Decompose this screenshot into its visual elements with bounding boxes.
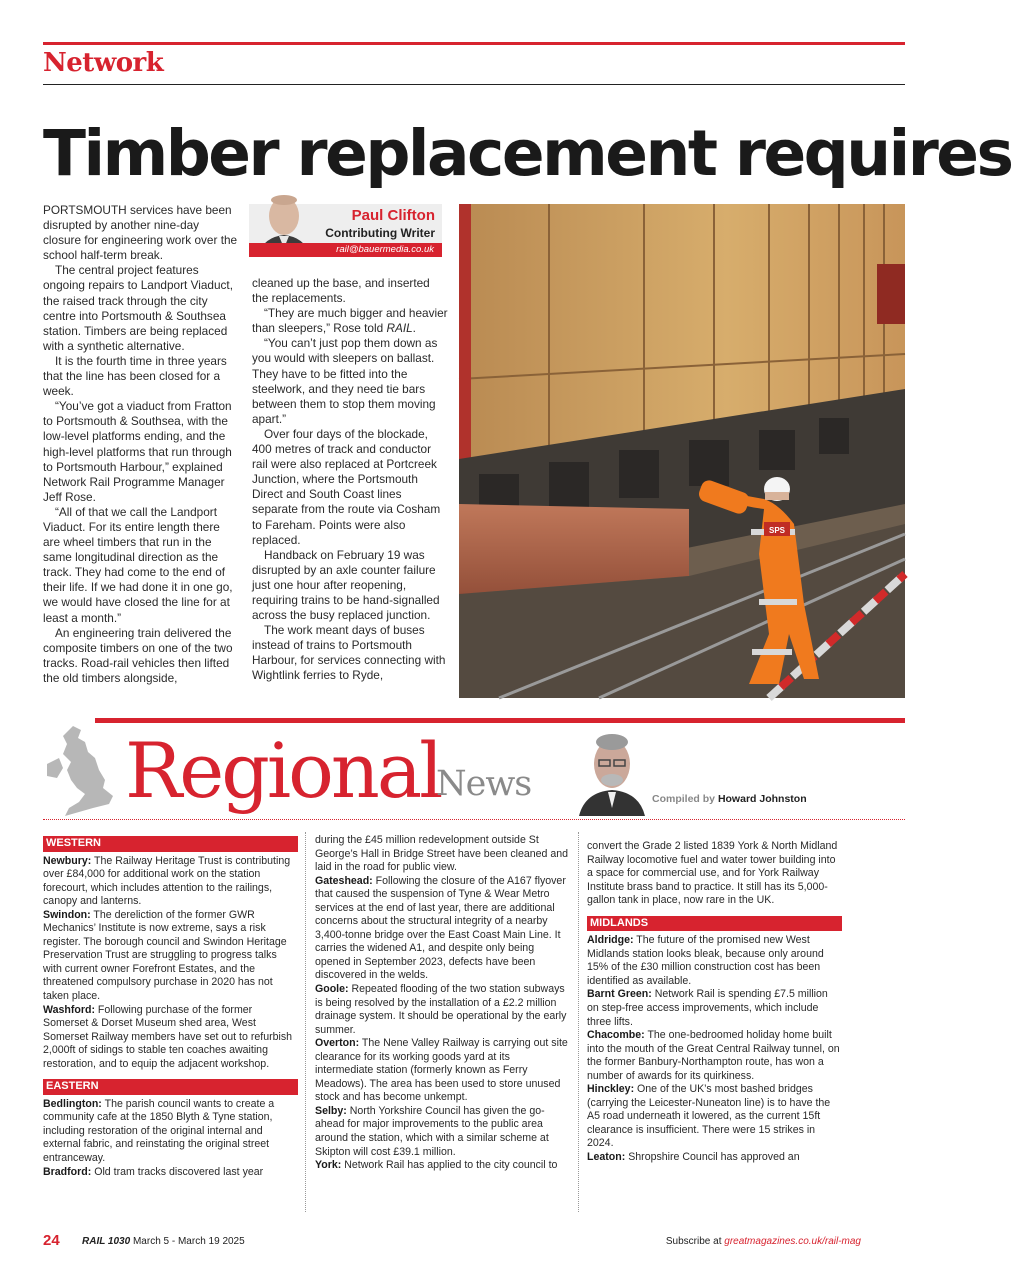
place-name: Gateshead: — [315, 874, 373, 887]
region-heading: MIDLANDS — [587, 916, 842, 932]
news-item — [43, 1098, 298, 1166]
article-photo — [459, 204, 905, 698]
place-name: Selby: — [315, 1104, 347, 1117]
article-column-2 — [252, 276, 448, 684]
paragraph-text: . — [412, 321, 416, 336]
paragraph: “All of that we call the Landport Viaduct. For its entire length there are wheel timbers that run in the same longitudinal direction as the track. They had come to the end of their life. If we had done it in one go, we would have closed the line for at least a month.” — [43, 504, 233, 625]
news-item — [587, 1029, 842, 1083]
region-heading: WESTERN — [43, 836, 298, 852]
item-text: The Railway Heritage Trust is contributing over £84,000 for additional work on the station forecourt, which includes attention to the railings, canopy and lanterns. — [43, 854, 291, 908]
compiled-by — [652, 793, 807, 805]
place-name: Newbury: — [43, 854, 92, 867]
byline-box — [249, 204, 442, 257]
article-column-1 — [43, 203, 238, 686]
place-name: Bradford: — [43, 1165, 92, 1178]
paragraph: It is the fourth time in three years that the line has been closed for a week. — [43, 353, 227, 399]
top-rule — [43, 42, 905, 45]
magazine-name: RAIL — [386, 321, 413, 336]
place-name: Washford: — [43, 1003, 95, 1016]
subscribe-prefix: Subscribe at — [665, 1236, 725, 1247]
column-divider — [305, 832, 306, 1212]
section-label: Network — [43, 48, 164, 78]
byline-email[interactable]: rail@bauermedia.co.uk — [249, 243, 442, 257]
item-text: North Yorkshire Council has given the go-ahead for major improvements to the public area around the station, which with a similar scheme at Skipton will cost £39.1 million. — [315, 1104, 549, 1158]
paragraph: cleaned up the base, and inserted the replacements. — [252, 276, 430, 306]
news-item — [315, 1037, 570, 1105]
issue-dates: March 5 - March 19 2025 — [130, 1236, 245, 1247]
regional-divider — [43, 819, 905, 820]
place-name: Swindon: — [43, 908, 91, 921]
compiled-prefix: Compiled by — [652, 793, 716, 805]
news-item-continued: during the £45 million redevelopment outside St George’s Hall in Bridge Street have been cleaned and laid in the road for public view. — [315, 834, 569, 874]
region-heading: EASTERN — [43, 1079, 298, 1095]
item-text: Shropshire Council has approved an — [625, 1151, 800, 1164]
place-name: Goole: — [315, 983, 349, 996]
item-text: Old tram tracks discovered last year — [91, 1165, 264, 1178]
place-name: Chacombe: — [587, 1029, 645, 1042]
item-text: Following the closure of the A167 flyover that caused the suspension of Tyne & Wear Metro services at the end of last year, there are additional concerns about the structural integrity of a nearby 3,400-tonne bridge over the East Coast Main Line. It carries the widened A1, and despite only being opened in September 2023, defects have been discovered in the welds. — [315, 874, 566, 982]
regional-rule — [95, 718, 905, 723]
column-divider — [578, 832, 579, 1212]
compiler-photo — [577, 728, 647, 816]
news-item — [43, 855, 298, 909]
place-name: Leaton: — [587, 1151, 626, 1164]
news-item — [315, 983, 570, 1037]
item-text: The Nene Valley Railway is carrying out site clearance for its working goods yard at its intermediate station (formerly known as Ferry Meadows). The area has been used to store unused stock and has become unkempt. — [315, 1037, 568, 1104]
item-text: The dereliction of the former GWR Mechanics’ Institute is now extreme, says a risk register. The borough council and Swindon Heritage Preservation Trust are struggling to progress talks with current owner Forefront Estates, and the threatened compulsory purchase in 2020 has not taken place. — [43, 908, 287, 1003]
news-item — [43, 1166, 298, 1180]
paragraph: Over four days of the blockade, 400 metres of track and conductor rail were also replaced at Portcreek Junction, where the Portsmouth Direct and South Coast lines separate from the route via Cosham to Fareham. Points were also replaced. — [252, 426, 441, 547]
headline: Timber replacement requires — [43, 117, 1012, 190]
item-text: Following purchase of the former Somerset & Dorset Museum shed area, West Somerset Railway members have set out to refurbish 2,000ft of sidings to stable ten coaches awaiting restoration, and to equip the adjacent workshop. — [43, 1003, 293, 1070]
regional-title: Regional — [125, 726, 441, 815]
regional-column-1 — [43, 834, 298, 1179]
paragraph: An engineering train delivered the composite timbers on one of the two tracks. Road-rail vehicles then lifted the old timbers alongside, — [43, 625, 233, 685]
paragraph: PORTSMOUTH services have been disrupted by another nine-day closure for engineering work over the school half-term break. — [43, 203, 238, 263]
news-item — [587, 934, 842, 988]
item-text: The one-bedroomed holiday home built into the mouth of the Great Central Railway tunnel, on the former Banbury-Northampton route, has won a number of awards for its quirkiness. — [587, 1029, 840, 1082]
item-text: The parish council wants to create a community cafe at the 1850 Blyth & Tyne station, including restoration of the original internal and external fabric, and reinstating the original street entranceway. — [43, 1097, 275, 1165]
regional-column-3 — [587, 840, 842, 1165]
news-item — [587, 988, 842, 1029]
news-item-continued: convert the Grade 2 listed 1839 York & North Midland Railway locomotive fuel and water tower building into a space for commercial use, and for York Railway Institute brass band to practice. It still has its 5,000-gallon tank in place, now rare in the UK. — [587, 840, 838, 907]
news-item — [315, 1105, 570, 1159]
place-name: Hinckley: — [587, 1083, 635, 1096]
paragraph — [252, 306, 448, 336]
page-number: 24 — [43, 1232, 60, 1249]
byline-name: Paul Clifton — [351, 207, 435, 224]
item-text: One of the UK’s most bashed bridges (carrying the Leicester-Nuneaton line) is to have the A5 road underneath it lowered, as the current 15ft clearance is insufficient. There were 15 strikes in 2024. — [587, 1083, 831, 1150]
section-rule — [43, 84, 905, 85]
compiler-name: Howard Johnston — [717, 793, 807, 805]
news-item — [43, 909, 298, 1004]
paragraph: The central project features ongoing repairs to Landport Viaduct, the raised track through the city centre into Portsmouth & Southsea station. Timbers are being replaced with a synthetic alternative. — [43, 263, 233, 353]
sps-logo: SPS — [768, 526, 786, 535]
byline-role: Contributing Writer — [325, 226, 435, 240]
paragraph: Handback on February 19 was disrupted by an axle counter failure just one hour after reopening, requiring trains to be hand-signalled across the busy replaced junction. — [252, 547, 440, 623]
news-item — [43, 1004, 298, 1072]
magazine-issue — [82, 1236, 245, 1247]
place-name: Barnt Green: — [587, 988, 652, 1001]
regional-subtitle: News — [436, 764, 532, 804]
item-text: Network Rail is spending £7.5 million on step-free access improvements, which include three lifts. — [587, 988, 828, 1028]
news-item — [315, 875, 570, 983]
news-item — [315, 1159, 570, 1173]
paragraph-text: “They are much bigger and heavier than sleepers,” Rose told — [252, 306, 448, 336]
place-name: Aldridge: — [587, 934, 634, 947]
paragraph: “You can’t just pop them down as you would with sleepers on ballast. They have to be fitted into the steelwork, and they need tie bars between them to stop them moving apart.” — [252, 336, 438, 426]
issue-number: 1030 — [105, 1236, 131, 1247]
item-text: Network Rail has applied to the city council to — [341, 1159, 558, 1172]
magazine-name: RAIL — [82, 1236, 106, 1247]
item-text: Repeated flooding of the two station subways is being resolved by the installation of a £2.2 million drainage system. It should be operational by the early summer. — [315, 983, 567, 1036]
subscribe-link[interactable]: greatmagazines.co.uk/rail-mag — [724, 1236, 861, 1247]
news-item — [587, 1151, 842, 1165]
regional-column-2 — [315, 834, 570, 1173]
paragraph: “You’ve got a viaduct from Fratton to Portsmouth & Southsea, with the low-level platforms ending, and the high-level platforms that run through to Portsmouth Harbour,” explained Network Rail Programme Manager Jeff Rose. — [43, 399, 232, 504]
uk-map-icon — [43, 724, 118, 819]
place-name: York: — [315, 1159, 342, 1172]
place-name: Bedlington: — [43, 1097, 102, 1110]
place-name: Overton: — [315, 1037, 360, 1050]
paragraph: The work meant days of buses instead of trains to Portsmouth Harbour, for services connecting with Wightlink ferries to Ryde, — [252, 623, 446, 683]
news-item — [587, 1083, 842, 1151]
subscribe-line — [666, 1236, 861, 1247]
item-text: The future of the promised new West Midlands station looks bleak, because only around 15% of the £30 million construction cost has been identified as available. — [587, 934, 824, 987]
